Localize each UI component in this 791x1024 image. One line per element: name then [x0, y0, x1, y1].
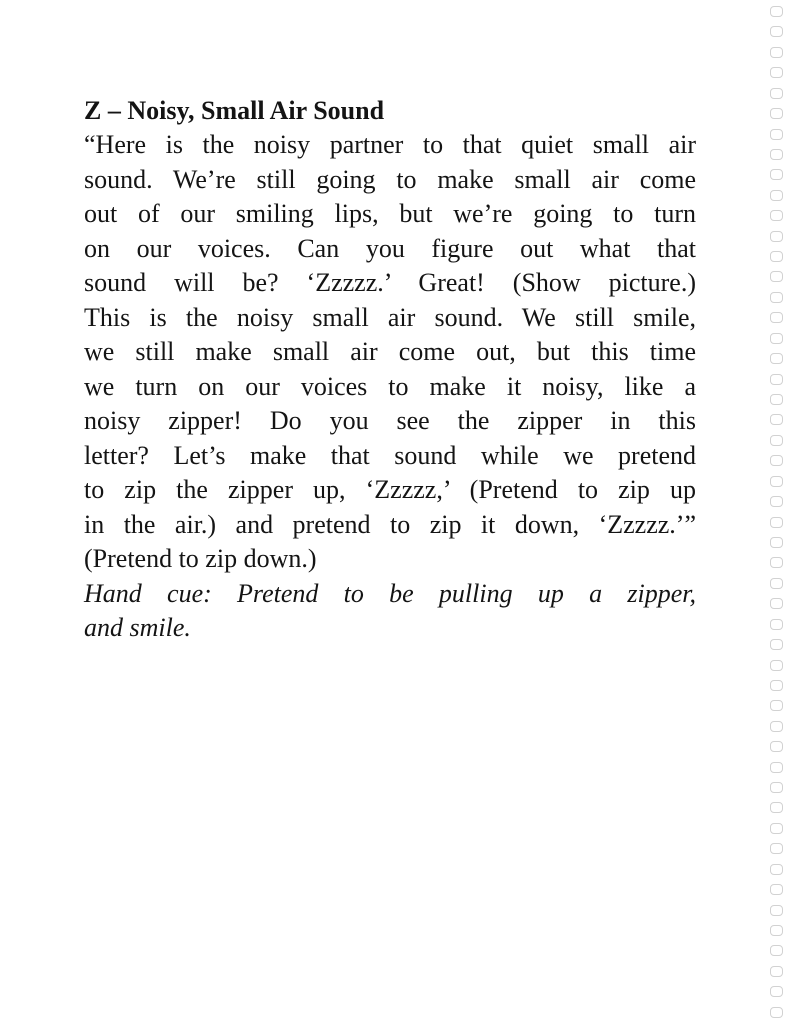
binding-hole [770, 700, 783, 711]
body-line: (Pretend to zip down.) [84, 544, 317, 573]
binding-hole [770, 312, 783, 323]
binding-hole [770, 1007, 783, 1018]
binding-hole [770, 333, 783, 344]
hand-cue-line: and smile. [84, 613, 191, 642]
binding-hole [770, 455, 783, 466]
page-content [84, 94, 696, 646]
binding-hole [770, 108, 783, 119]
body-line: sound will be? ‘Zzzzz.’ Great! (Show picture.) [84, 268, 696, 297]
binding-hole [770, 578, 783, 589]
binding-hole [770, 231, 783, 242]
binding-hole [770, 149, 783, 160]
binding-hole [770, 721, 783, 732]
binding-hole [770, 945, 783, 956]
binding-hole [770, 129, 783, 140]
binding-hole [770, 210, 783, 221]
binding-hole [770, 190, 783, 201]
binding-hole [770, 251, 783, 262]
binding-hole [770, 598, 783, 609]
binding-hole [770, 26, 783, 37]
binding-hole [770, 884, 783, 895]
body-line: we turn on our voices to make it noisy, like a [84, 371, 696, 401]
binding-hole [770, 394, 783, 405]
binding-hole [770, 517, 783, 528]
body-line: This is the noisy small air sound. We still smile, [84, 302, 696, 332]
binding-hole [770, 47, 783, 58]
binding-hole [770, 802, 783, 813]
binding-hole [770, 88, 783, 99]
binding-hole [770, 435, 783, 446]
binding-hole [770, 476, 783, 487]
binding-hole [770, 741, 783, 752]
binding-hole [770, 271, 783, 282]
binding-hole [770, 762, 783, 773]
body-line: out of our smiling lips, but we’re going to turn [84, 199, 696, 228]
binding-hole [770, 169, 783, 180]
body-line: noisy zipper! Do you see the zipper in this [84, 406, 696, 435]
binding-hole [770, 619, 783, 630]
body-line: on our voices. Can you figure out what that [84, 233, 696, 263]
hand-cue [84, 577, 696, 646]
binding-hole [770, 6, 783, 17]
binding-hole [770, 925, 783, 936]
binding-hole [770, 414, 783, 425]
binding-hole [770, 374, 783, 385]
body-paragraph [84, 128, 696, 577]
binding-hole [770, 537, 783, 548]
binding-hole [770, 557, 783, 568]
binding-hole [770, 864, 783, 875]
binding-hole [770, 292, 783, 303]
body-line: to zip the zipper up, ‘Zzzzz,’ (Pretend to zip up [84, 475, 696, 504]
body-line: “Here is the noisy partner to that quiet small air [84, 130, 696, 159]
binding-holes [767, 6, 785, 1018]
binding-hole [770, 823, 783, 834]
binding-hole [770, 782, 783, 793]
binding-hole [770, 660, 783, 671]
binding-hole [770, 680, 783, 691]
binding-hole [770, 639, 783, 650]
binding-hole [770, 496, 783, 507]
body-line: letter? Let’s make that sound while we pretend [84, 440, 696, 470]
body-line: in the air.) and pretend to zip it down, ‘Zzzzz.’” [84, 509, 696, 539]
binding-hole [770, 986, 783, 997]
body-line: sound. We’re still going to make small air come [84, 164, 696, 194]
binding-hole [770, 966, 783, 977]
hand-cue-line: Hand cue: Pretend to be pulling up a zipper, [84, 578, 696, 608]
binding-hole [770, 905, 783, 916]
binding-hole [770, 67, 783, 78]
binding-hole [770, 353, 783, 364]
section-heading: Z – Noisy, Small Air Sound [84, 96, 385, 125]
binding-hole [770, 843, 783, 854]
body-line: we still make small air come out, but this time [84, 337, 696, 366]
